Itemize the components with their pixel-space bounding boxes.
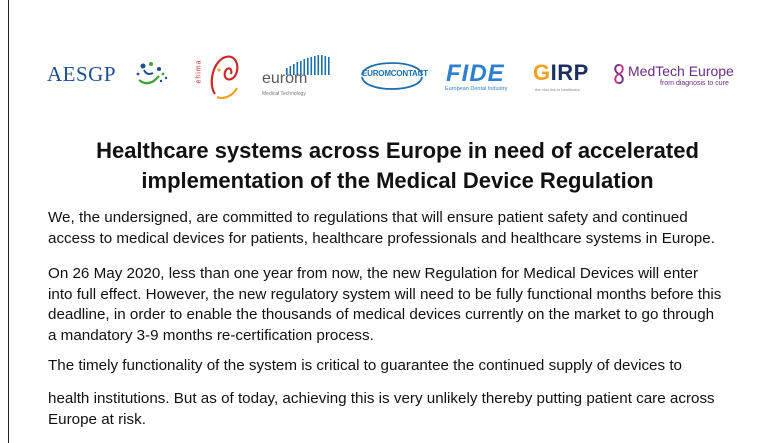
text-line: The timely functionality of the system is critical to guarantee the continued supply of devices to (48, 357, 682, 374)
title-line: implementation of the Medical Device Regulation (141, 168, 654, 193)
paragraph-risk (48, 389, 715, 430)
girp-logo-rest: IRP (550, 60, 589, 85)
paragraph-functionality (48, 356, 682, 377)
fide-logo-subtitle: European Dental Industry (445, 86, 508, 92)
text-line: a mandatory 3-9 months re-certification process. (48, 326, 374, 344)
medtech-logo-text: MedTech Europe (628, 63, 734, 79)
eurom-logo (262, 55, 342, 103)
euromcontact-logo-text: EUROMCONTACT (362, 69, 428, 78)
text-line: On 26 May 2020, less than one year from now, the new Regulation for Medical Devices will enter (48, 265, 699, 282)
medtech-logo-subtitle: from diagnosis to cure (660, 80, 729, 87)
partner-logos-row (0, 0, 779, 115)
ribbon-icon (612, 63, 626, 85)
ehima-logo-text: ehima (195, 59, 203, 84)
girp-logo-accent: G (533, 60, 551, 85)
ehima-logo (195, 50, 245, 102)
text-line: health institutions. But as of today, achieving this is very unlikely thereby putting patient care across (48, 390, 715, 407)
text-line: Europe at risk. (48, 410, 146, 428)
aesgp-logo-text: AESGP (47, 62, 117, 86)
girp-logo-text (533, 60, 589, 86)
paragraph-commitment (48, 208, 715, 249)
eurom-logo-text: eurom (262, 70, 308, 87)
document-title (20, 136, 775, 196)
paragraph-deadline (48, 264, 721, 346)
ear-spiral-icon (207, 50, 243, 102)
medtech-europe-logo (612, 63, 752, 93)
girp-logo-subtitle: the vital link in healthcare (535, 87, 580, 92)
text-line: into full effect. However, the new regulatory system will need to be fully functional months before this (48, 285, 722, 303)
title-line: Healthcare systems across Europe in need of accelerated (96, 138, 699, 163)
figures-icon (135, 60, 169, 88)
text-line: We, the undersigned, are committed to regulations that will ensure patient safety and continued (48, 209, 688, 226)
euromcontact-logo (358, 55, 426, 97)
fide-logo (443, 60, 515, 100)
girp-logo (533, 60, 603, 100)
eurom-logo-subtitle: Medical Technology (262, 91, 306, 97)
text-line: access to medical devices for patients, healthcare professionals and healthcare systems in Europe. (48, 229, 715, 247)
fide-logo-text: FIDE (446, 60, 505, 87)
text-line: deadline, in order to enable the thousands of medical devices currently on the market to go through (48, 306, 715, 323)
